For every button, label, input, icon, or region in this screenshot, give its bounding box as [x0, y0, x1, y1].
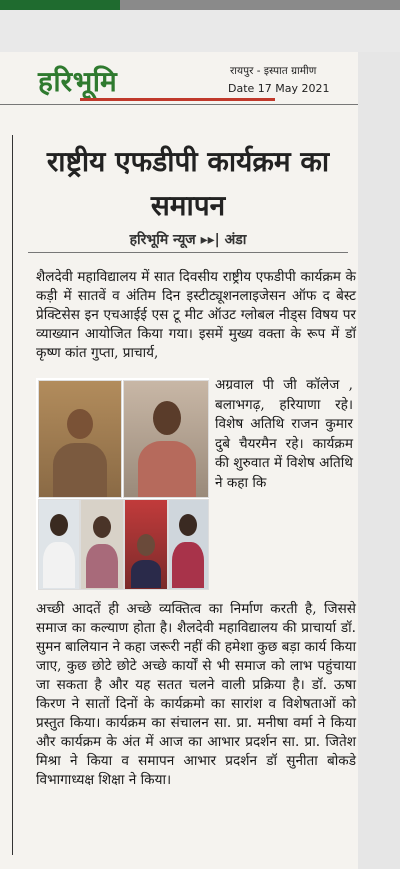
byline-divider: [28, 252, 348, 253]
newspaper-logo: हरिभूमि: [38, 65, 118, 98]
top-brand-strip: [0, 0, 120, 10]
article-paragraph-3: अच्छी आदतें ही अच्छे व्यक्तित्व का निर्माण करती है, जिससे समाज का कल्याण होता है। शैलदेवी महाविद्यालय की प्राचार्या डॉ. सुमन बालियान ने कहा जरूरी नहीं की हमेशा कुछ बड़ा कार्य किया जाए, कुछ छोटे छोटे अच्छे कार्यों से भी समाज को लाभ पहुंचाया जा सकता है और यह सतत चलने वाली प्रक्रिया है। डॉ. ऊषा किरण ने सातों दिनों के कार्यक्रमो का सारांश व विशेषताओं को प्रस्तुत किया। कार्यक्रम का संचालन सा. प्रा. मनीषा वर्मा ने किया और कार्यक्रम के अंत में आज का आभार प्रदर्शन सा. प्रा. जितेश मिश्रा ने किया व समापन आभार प्रदर्शन डॉ सुनीता बोकडे विभागाध्यक्ष शिक्षा ने किया।: [36, 601, 356, 788]
event-photo-collage: [36, 378, 209, 590]
participant-photo: [38, 380, 122, 498]
column-divider: [0, 135, 13, 855]
participant-photo: [124, 499, 168, 590]
participant-photo: [168, 499, 209, 590]
participant-photo: [38, 499, 80, 590]
participant-photo: [123, 380, 209, 498]
article-paragraph-1: शैलदेवी महाविद्यालय में सात दिवसीय राष्ट्रीय एफडीपी कार्यक्रम के कड़ी में सातवें व अंतिम दिन इस्टीट्यूशनलाइजेसन ऑफ द बेस्ट प्रेक्टिसेस इन एचआईई एस टू मीट ऑउट ग्लोबल नीड्स विषय पर व्याख्यान आयोजित किया गया। इसमें मुख्य वक्ता के रूप में डॉ कृष्ण कांत गुप्ता, प्राचार्य,: [36, 269, 356, 361]
masthead-divider: [0, 104, 358, 105]
participant-photo: [80, 499, 124, 590]
edition-date: Date 17 May 2021: [228, 82, 330, 95]
article-headline: राष्ट्रीय एफडीपी कार्यक्रम का समापन: [46, 145, 330, 222]
page-gutter: [358, 52, 400, 869]
logo-underline: [80, 98, 275, 101]
edition-location: रायपुर - इस्पात ग्रामीण: [230, 65, 317, 77]
article-paragraph-2: अग्रवाल पी जी कॉलेज , बलाभगढ़, हरियाणा रहे। विशेष अतिथि राजन कुमार दुबे चैयरमैन रहे। कार्यक्रम की शुरुवात में विशेष अतिथि ने कहा कि: [215, 377, 353, 491]
article-byline: हरिभूमि न्यूज ▸▸| अंडा: [129, 232, 247, 248]
